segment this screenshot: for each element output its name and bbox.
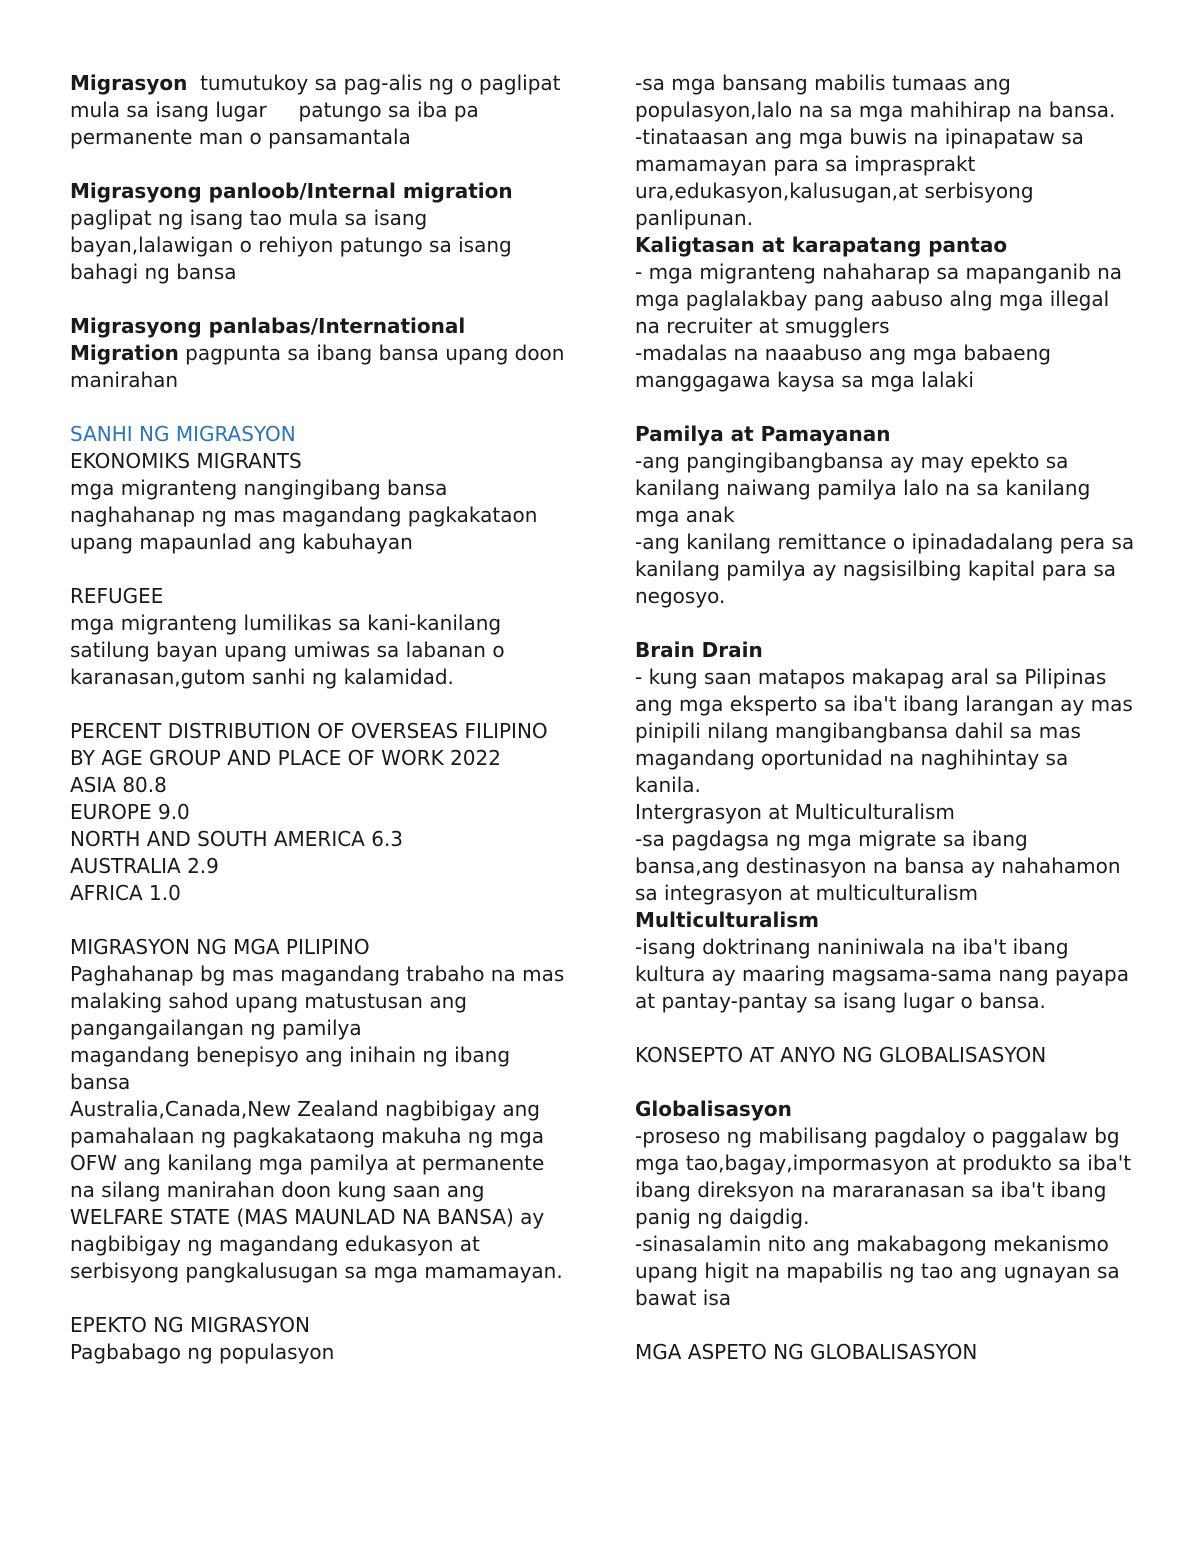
kaligtasan-title: Kaligtasan at karapatang pantao bbox=[635, 233, 1008, 257]
globalisasyon-paragraph: -sinasalamin nito ang makabagong mekanismo upang higit na mapabilis ng tao ang ugnayan sa bawat isa bbox=[635, 1232, 1120, 1310]
left-column bbox=[70, 70, 575, 1366]
kaligtasan-paragraph: - mga migranteng nahaharap sa mapanganib na mga paglalakbay pang aabuso alng mga illegal na recruiter at smugglers bbox=[635, 260, 1123, 338]
pilipino-paragraph: Australia,Canada,New Zealand nagbibigay ang pamahalaan ng pagkakataong makuha ng mga OFW ang kanilang mga pamilya at permanente na silang manirahan doon kung saan ang WELFARE STATE (MAS MAUNLAD NA BANSA) ay nagbibigay ng magandang edukasyon at serbisyong pangkalusugan sa mga mamamayan. bbox=[70, 1097, 563, 1283]
distribution-item: ASIA 80.8 bbox=[70, 773, 167, 797]
globalisasyon-title: Globalisasyon bbox=[635, 1097, 792, 1121]
populasyon-paragraph: -sa mga bansang mabilis tumaas ang populasyon,lalo na sa mga mahihirap na bansa. bbox=[635, 71, 1116, 122]
refugee-title: REFUGEE bbox=[70, 584, 164, 608]
international-migration-title: Migrasyong panlabas/International Migration bbox=[70, 314, 466, 365]
integrasyon-title: Intergrasyon at Multiculturalism bbox=[635, 800, 955, 824]
brain-drain-paragraph: - kung saan matapos makapag aral sa Pilipinas ang mga eksperto sa iba't ibang larangan ay mas pinipili nilang mangibangbansa dahil sa mas magandang oportunidad na naghihintay sa kanila. bbox=[635, 665, 1133, 797]
internal-migration-title: Migrasyong panloob/Internal migration bbox=[70, 179, 513, 203]
international-migration-def: pagpunta sa ibang bansa upang doon manirahan bbox=[70, 341, 565, 392]
ekonomiks-title: EKONOMIKS MIGRANTS bbox=[70, 449, 302, 473]
internal-migration-def: paglipat ng isang tao mula sa isang bayan,lalawigan o rehiyon patungo sa isang bahagi ng bansa bbox=[70, 206, 512, 284]
international-migration bbox=[70, 313, 575, 394]
konsepto-title: KONSEPTO AT ANYO NG GLOBALISASYON bbox=[635, 1043, 1047, 1067]
globalisasyon-paragraph: -proseso ng mabilisang pagdaloy o paggalaw bg mga tao,bagay,impormasyon at produkto sa iba't ibang direksyon na mararanasan sa iba't ibang panig ng daigdig. bbox=[635, 1124, 1132, 1229]
percent-distribution-title: PERCENT DISTRIBUTION OF OVERSEAS FILIPINO BY AGE GROUP AND PLACE OF WORK 2022 bbox=[70, 719, 548, 770]
ekonomiks-def: mga migranteng nangingibang bansa naghahanap ng mas magandang pagkakataon upang mapaunlad ang kabuhayan bbox=[70, 476, 538, 554]
pilipino-paragraph: magandang benepisyo ang inihain ng ibang bansa bbox=[70, 1043, 511, 1094]
pilipino-paragraph: Paghahanap bg mas magandang trabaho na mas malaking sahod upang matustusan ang pangangailangan ng pamilya bbox=[70, 962, 565, 1040]
kaligtasan-paragraph: -madalas na naaabuso ang mga babaeng manggagawa kaysa sa mga lalaki bbox=[635, 341, 1051, 392]
refugee-def: mga migranteng lumilikas sa kani-kanilang satilung bayan upang umiwas sa labanan o karanasan,gutom sanhi ng kalamidad. bbox=[70, 611, 505, 689]
distribution-item: AUSTRALIA 2.9 bbox=[70, 854, 219, 878]
right-column bbox=[635, 70, 1135, 1366]
populasyon-paragraph: -tinataasan ang mga buwis na ipinapataw sa mamamayan para sa imprasprakt ura,edukasyon,kalusugan,at serbisyong panlipunan. bbox=[635, 125, 1084, 230]
aspeto-title: MGA ASPETO NG GLOBALISASYON bbox=[635, 1340, 978, 1364]
multiculturalism-title: Multiculturalism bbox=[635, 908, 819, 932]
migrasyon-def-text: tumutukoy sa pag-alis ng o paglipat mula sa isang lugar patungo sa iba pa permanente man o pansamantala bbox=[70, 71, 567, 149]
sanhi-heading: SANHI NG MIGRASYON bbox=[70, 422, 296, 446]
distribution-item: AFRICA 1.0 bbox=[70, 881, 181, 905]
pamilya-paragraph: -ang pangingibangbansa ay may epekto sa kanilang naiwang pamilya lalo na sa kanilang mga anak bbox=[635, 449, 1091, 527]
distribution-item: EUROPE 9.0 bbox=[70, 800, 190, 824]
multiculturalism-paragraph: -isang doktrinang naniniwala na iba't ibang kultura ay maaring magsama-sama nang payapa at pantay-pantay sa isang lugar o bansa. bbox=[635, 935, 1129, 1013]
epekto-title: EPEKTO NG MIGRASYON bbox=[70, 1313, 310, 1337]
pamilya-title: Pamilya at Pamayanan bbox=[635, 422, 891, 446]
integrasyon-paragraph: -sa pagdagsa ng mga migrate sa ibang bansa,ang destinasyon na bansa ay nahahamon sa integrasyon at multiculturalism bbox=[635, 827, 1121, 905]
epekto-paragraph: Pagbabago ng populasyon bbox=[70, 1340, 335, 1364]
pamilya-paragraph: -ang kanilang remittance o ipinadadalang pera sa kanilang pamilya ay nagsisilbing kapital para sa negosyo. bbox=[635, 530, 1135, 608]
pilipino-title: MIGRASYON NG MGA PILIPINO bbox=[70, 935, 370, 959]
migrasyon-definition bbox=[70, 70, 575, 151]
brain-drain-title: Brain Drain bbox=[635, 638, 763, 662]
distribution-item: NORTH AND SOUTH AMERICA 6.3 bbox=[70, 827, 404, 851]
migrasyon-term: Migrasyon bbox=[70, 71, 188, 95]
